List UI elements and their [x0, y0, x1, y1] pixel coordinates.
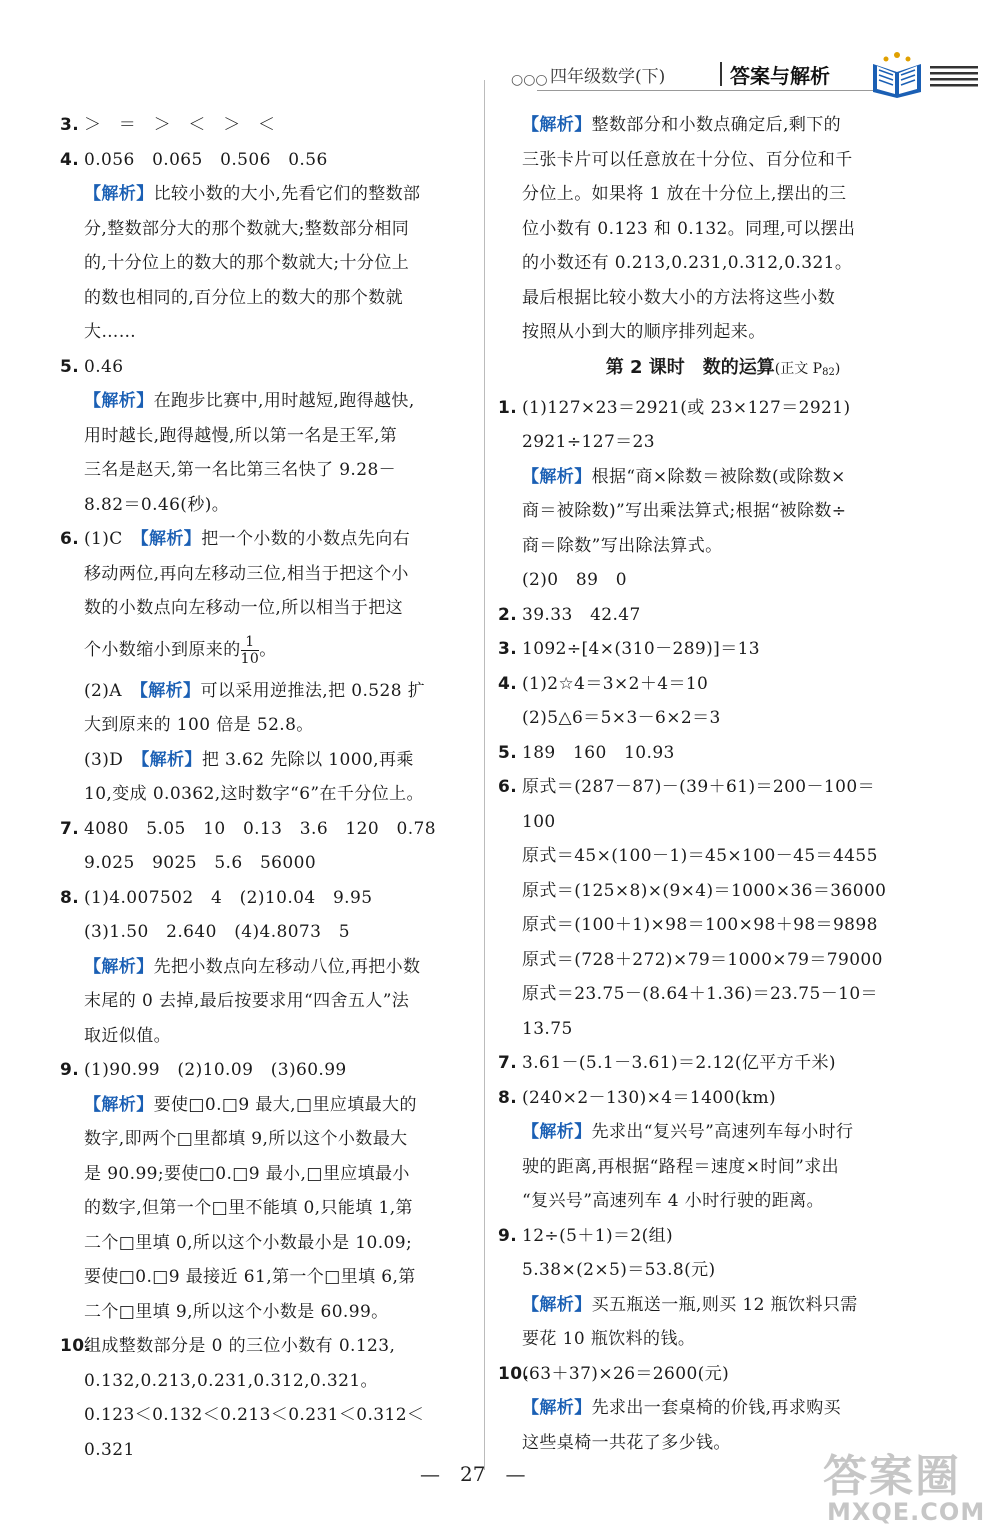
answer-line: 原式＝45×(100－1)＝45×100－45＝4455 [522, 846, 878, 866]
answer-6 [60, 522, 470, 812]
analysis-tag: 【解析】 [84, 391, 154, 411]
answer-r7 [498, 1046, 918, 1081]
answer-line: 原式＝(100＋1)×98＝100×98＋98＝9898 [522, 915, 878, 935]
question-number: 4. [498, 673, 518, 694]
answer-7 [60, 812, 470, 881]
analysis-line: 商＝被除数)”写出乘法算式;根据“被除数÷ [522, 501, 847, 521]
answer-5 [60, 350, 470, 523]
answer-line: (1)2☆4＝3×2＋4＝10 [522, 673, 709, 694]
column-divider [484, 80, 485, 1470]
answer-line: (1)C 【解析】把一个小数的小数点先向右 [84, 529, 411, 549]
answer-9 [60, 1053, 470, 1329]
answer-10 [60, 1329, 470, 1467]
analysis-line: 移动两位,再向左移动三位,相当于把这个小 [84, 563, 409, 584]
analysis-line: 位小数有 0.123 和 0.132。同理,可以摆出 [522, 218, 856, 239]
analysis-line: 个小数缩小到原来的 $\frac{1}{10}$ 。 [84, 633, 277, 667]
analysis-tag: 【解析】 [140, 749, 202, 770]
answer-line: 0.056 0.065 0.506 0.56 [84, 149, 328, 170]
answer-line: 0.321 [84, 1439, 135, 1460]
question-number: 8. [60, 887, 80, 908]
answer-line: 原式＝23.75－(8.64＋1.36)＝23.75－10＝ [522, 984, 878, 1004]
answer-r4 [498, 667, 918, 736]
answer-line: (1)90.99 (2)10.09 (3)60.99 [84, 1060, 347, 1080]
answer-line: 原式＝(728＋272)×79＝1000×79＝79000 [522, 949, 883, 970]
answer-line: ＞ ＝ ＞ ＜ ＞ ＜ [84, 115, 276, 135]
question-number: 2. [498, 604, 518, 625]
analysis-line: 商＝除数”写出除法算式。 [522, 535, 723, 556]
section-title: 第 2 课时 数的运算(正文 $P_{82}$) [605, 356, 841, 378]
answer-line: 9.025 9025 5.6 56000 [84, 853, 317, 873]
answer-line: 12÷(5＋1)＝2(组) [522, 1225, 674, 1246]
analysis-tag: 【解析】 [522, 466, 592, 487]
answer-4 [60, 143, 470, 350]
answer-8 [60, 881, 470, 1054]
answer-line: 0.123＜0.132＜0.213＜0.231＜0.312＜ [84, 1405, 425, 1425]
answer-line: (2)0 89 0 [522, 570, 627, 590]
answer-line: 100 [522, 811, 556, 832]
answer-r3 [498, 632, 918, 667]
analysis-line: 要花 10 瓶饮料的钱。 [522, 1329, 696, 1349]
answer-line: 5.38×(2×5)＝53.8(元) [522, 1260, 716, 1280]
analysis-line: 要使□0.□9 最接近 61,第一个□里填 6,第 [84, 1267, 416, 1287]
answer-10-continued [498, 108, 918, 350]
analysis-tag: 【解析】 [84, 956, 154, 977]
analysis-line: 分位上。如果将 1 放在十分位上,摆出的三 [522, 184, 847, 204]
header-title: 答案与解析 [730, 64, 830, 88]
answer-line: 0.132,0.213,0.231,0.312,0.321。 [84, 1370, 378, 1391]
watermark-logo [815, 1436, 990, 1534]
analysis-line: 按照从小到大的顺序排列起来。 [522, 322, 766, 342]
question-number: 9. [498, 1225, 518, 1246]
question-number: 9. [60, 1060, 80, 1080]
answer-line: (2)A 【解析】可以采用逆推法,把 0.528 扩 [84, 680, 426, 701]
analysis-tag: 【解析】 [522, 115, 592, 135]
question-number: 7. [60, 818, 80, 839]
analysis-line: 末尾的 0 去掉,最后按要求用“四舍五人”法 [84, 991, 410, 1011]
question-number: 3. [498, 639, 518, 659]
analysis-line: 取近似值。 [84, 1025, 171, 1046]
answer-line: (63＋37)×26＝2600(元) [522, 1363, 730, 1384]
answer-line: (3)1.50 2.640 (4)4.8073 5 [84, 922, 350, 942]
header-subject: 四年级数学(下) [550, 67, 666, 87]
answer-3 [60, 108, 470, 143]
analysis-tag: 【解析】 [522, 1122, 592, 1142]
right-column [498, 108, 918, 1460]
analysis-line: 【解析】先求出“复兴号”高速列车每小时行 [522, 1122, 854, 1142]
analysis-line: 【解析】根据“商×除数＝被除数(或除数× [522, 466, 846, 487]
analysis-line: 分,整数部分大的那个数就大;整数部分相同 [84, 218, 410, 239]
analysis-tag: 【解析】 [139, 680, 201, 701]
analysis-line: 【解析】买五瓶送一瓶,则买 12 瓶饮料只需 [522, 1294, 858, 1315]
answer-line: 4080 5.05 10 0.13 3.6 120 0.78 [84, 818, 436, 839]
analysis-line: 二个□里填 0,所以这个小数最小是 10.09; [84, 1232, 413, 1253]
analysis-line: 【解析】先把小数点向左移动八位,再把小数 [84, 956, 421, 977]
analysis-tag: 【解析】 [84, 1094, 154, 1115]
watermark-text: 答案圈 [823, 1451, 961, 1502]
question-number: 4. [60, 149, 80, 170]
answer-line: 39.33 42.47 [522, 604, 641, 625]
page-header [505, 50, 975, 100]
analysis-line: 【解析】要使□0.□9 最大,□里应填最大的 [84, 1094, 417, 1115]
answer-line: (2)5△6＝5×3－6×2＝3 [522, 708, 721, 728]
analysis-tag: 【解析】 [522, 1294, 592, 1315]
answer-line: 3.61－(5.1－3.61)＝2.12(亿平方千米) [522, 1053, 836, 1073]
answer-line: 原式＝(125×8)×(9×4)＝1000×36＝36000 [522, 880, 887, 901]
book-logo-icon [867, 50, 927, 98]
answer-line: 13.75 [522, 1018, 573, 1039]
answer-line: 0.46 [84, 356, 124, 377]
question-number: 6. [498, 777, 518, 797]
analysis-line: 【解析】在跑步比赛中,用时越短,跑得越快, [84, 391, 415, 411]
question-number: 10. [60, 1336, 92, 1356]
analysis-line: 的小数还有 0.213,0.231,0.312,0.321。 [522, 253, 853, 273]
analysis-line: “复兴号”高速列车 4 小时行驶的距离。 [522, 1191, 825, 1211]
analysis-line: 【解析】先求出一套桌椅的价钱,再求购买 [522, 1398, 842, 1418]
question-number: 5. [60, 356, 80, 377]
question-number: 3. [60, 115, 80, 135]
question-number: 10. [498, 1363, 530, 1384]
answer-line: (3)D 【解析】把 3.62 先除以 1000,再乘 [84, 749, 414, 770]
answer-line: (1)4.007502 4 (2)10.04 9.95 [84, 887, 373, 908]
answer-r1 [498, 391, 918, 598]
question-number: 1. [498, 397, 518, 418]
analysis-line: 的数字,但第一个□里不能填 0,只能填 1,第 [84, 1198, 413, 1218]
answer-line: (240×2－130)×4＝1400(km) [522, 1087, 777, 1108]
answer-r5 [498, 736, 918, 771]
answer-r9 [498, 1219, 918, 1357]
question-number: 6. [60, 529, 80, 549]
analysis-line: 是 90.99;要使□0.□9 最小,□里应填最小 [84, 1163, 410, 1184]
deco-circles-icon: ○○○ [511, 72, 548, 88]
analysis-line: 二个□里填 9,所以这个小数是 60.99。 [84, 1301, 389, 1322]
analysis-line: 最后根据比较小数大小的方法将这些小数 [522, 287, 836, 308]
analysis-tag: 【解析】 [140, 529, 202, 549]
question-number: 5. [498, 742, 518, 763]
answer-line: 组成整数部分是 0 的三位小数有 0.123, [84, 1336, 396, 1356]
answer-line: 189 160 10.93 [522, 742, 675, 763]
answer-r8 [498, 1081, 918, 1219]
analysis-line: 的数也相同的,百分位上的数大的那个数就 [84, 287, 404, 308]
analysis-tag: 【解析】 [84, 184, 154, 204]
answer-line: (1)127×23＝2921(或 23×127＝2921) [522, 397, 851, 418]
analysis-line: 【解析】整数部分和小数点确定后,剩下的 [522, 115, 842, 135]
answer-line: 2921÷127＝23 [522, 432, 655, 452]
analysis-line: 用时越长,跑得越慢,所以第一名是王军,第 [84, 425, 398, 446]
analysis-line: 大到原来的 100 倍是 52.8。 [84, 715, 314, 735]
analysis-line: 数字,即两个□里都填 9,所以这个小数最大 [84, 1129, 408, 1149]
analysis-line: 8.82＝0.46(秒)。 [84, 494, 230, 515]
analysis-tag: 【解析】 [522, 1398, 592, 1418]
analysis-line: 三张卡片可以任意放在十分位、百分位和千 [522, 149, 853, 170]
page-number: — 27 — [420, 1462, 526, 1486]
fraction: $\frac{1}{10}$ [240, 633, 260, 667]
analysis-line: 的,十分位上的数大的那个数就大;十分位上 [84, 253, 410, 273]
analysis-line: 【解析】比较小数的大小,先看它们的整数部 [84, 184, 421, 204]
analysis-line: 大…… [84, 322, 137, 342]
answer-r6 [498, 770, 918, 1046]
question-number: 7. [498, 1053, 518, 1073]
watermark-url: MXQE.COM [827, 1498, 986, 1526]
answer-line: 原式＝(287－87)－(39＋61)＝200－100＝ [522, 777, 875, 797]
left-column [60, 108, 470, 1467]
question-number: 8. [498, 1087, 518, 1108]
analysis-line: 这些桌椅一共花了多少钱。 [522, 1432, 731, 1453]
analysis-line: 数的小数点向左移动一位,所以相当于把这 [84, 598, 404, 618]
answer-line: 1092÷[4×(310－289)]＝13 [522, 639, 761, 659]
section-page-ref: (正文 $P_{82}$) [774, 360, 841, 378]
analysis-line: 三名是赵天,第一名比第三名快了 9.28－ [84, 460, 397, 480]
header-separator [720, 62, 722, 86]
analysis-line: 10,变成 0.0362,这时数字“6”在千分位上。 [84, 784, 424, 804]
header-rule [537, 90, 877, 91]
answer-r2 [498, 598, 918, 633]
analysis-line: 驶的距离,再根据“路程＝速度×时间”求出 [522, 1156, 840, 1177]
stripe-lines-icon [930, 66, 978, 88]
